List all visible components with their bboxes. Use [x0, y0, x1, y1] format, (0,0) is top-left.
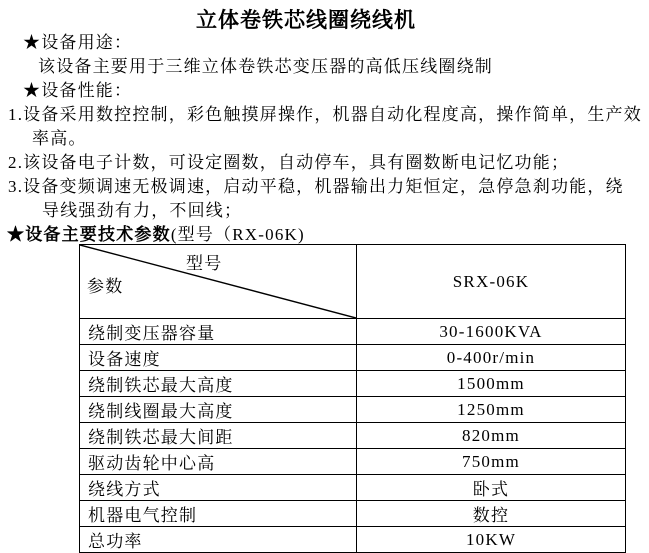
model-header-cell: SRX-06K [357, 245, 626, 319]
performance-item-3-line-2: 导线强劲有力，不回线； [42, 201, 243, 220]
value-cell: 0-400r/min [357, 345, 626, 371]
table-row [80, 397, 626, 423]
table-row [80, 449, 626, 475]
param-cell: 绕制铁芯最大高度 [80, 371, 357, 397]
performance-item-1-line-2: 率高。 [32, 129, 87, 148]
value-cell: 10KW [357, 527, 626, 553]
section-heading-usage [0, 31, 649, 55]
value-cell: 卧式 [357, 475, 626, 501]
value-cell: 1250mm [357, 397, 626, 423]
param-cell: 绕线方式 [80, 475, 357, 501]
specs-heading-label: 设备主要技术参数 [25, 225, 171, 244]
param-cell: 设备速度 [80, 345, 357, 371]
value-cell: 30-1600KVA [357, 319, 626, 345]
table-row [80, 345, 626, 371]
performance-item-1-line-1: 1.设备采用数控控制，彩色触摸屏操作，机器自动化程度高，操作简单，生产效 [8, 105, 642, 124]
value-cell: 820mm [357, 423, 626, 449]
star-icon: ★ [7, 225, 26, 244]
corner-header-content [80, 245, 356, 318]
usage-heading-label: 设备用途： [41, 33, 133, 52]
corner-label-param: 参数 [87, 277, 124, 296]
table-row [80, 501, 626, 527]
table-row [80, 475, 626, 501]
specs-heading-model-suffix: (型号（RX-06K) [170, 225, 305, 244]
table-row [80, 527, 626, 553]
param-cell: 驱动齿轮中心高 [80, 449, 357, 475]
param-cell: 绕制铁芯最大间距 [80, 423, 357, 449]
corner-label-model: 型号 [186, 254, 223, 273]
star-icon: ★ [23, 81, 42, 100]
performance-item-2: 2.该设备电子计数，可设定圈数，自动停车，具有圈数断电记忆功能； [8, 153, 570, 172]
section-heading-performance [0, 79, 649, 103]
document-body [0, 31, 649, 247]
performance-item-3-line-1: 3.设备变频调速无极调速，启动平稳，机器输出力矩恒定，急停急刹功能，绕 [8, 177, 624, 196]
usage-text: 该设备主要用于三维立体卷铁芯变压器的高低压线圈绕制 [38, 57, 493, 76]
value-cell: 750mm [357, 449, 626, 475]
value-cell: 1500mm [357, 371, 626, 397]
page-title: 立体卷铁芯线圈绕线机 [196, 8, 416, 32]
performance-heading-label: 设备性能： [41, 81, 133, 100]
table-row [80, 423, 626, 449]
table-row [80, 319, 626, 345]
table-header-row [80, 245, 626, 319]
table-row [80, 371, 626, 397]
param-cell: 总功率 [80, 527, 357, 553]
specs-table [79, 244, 626, 553]
param-cell: 机器电气控制 [80, 501, 357, 527]
corner-header-cell [80, 245, 357, 319]
star-icon: ★ [23, 33, 42, 52]
param-cell: 绕制变压器容量 [80, 319, 357, 345]
param-cell: 绕制线圈最大高度 [80, 397, 357, 423]
value-cell: 数控 [357, 501, 626, 527]
